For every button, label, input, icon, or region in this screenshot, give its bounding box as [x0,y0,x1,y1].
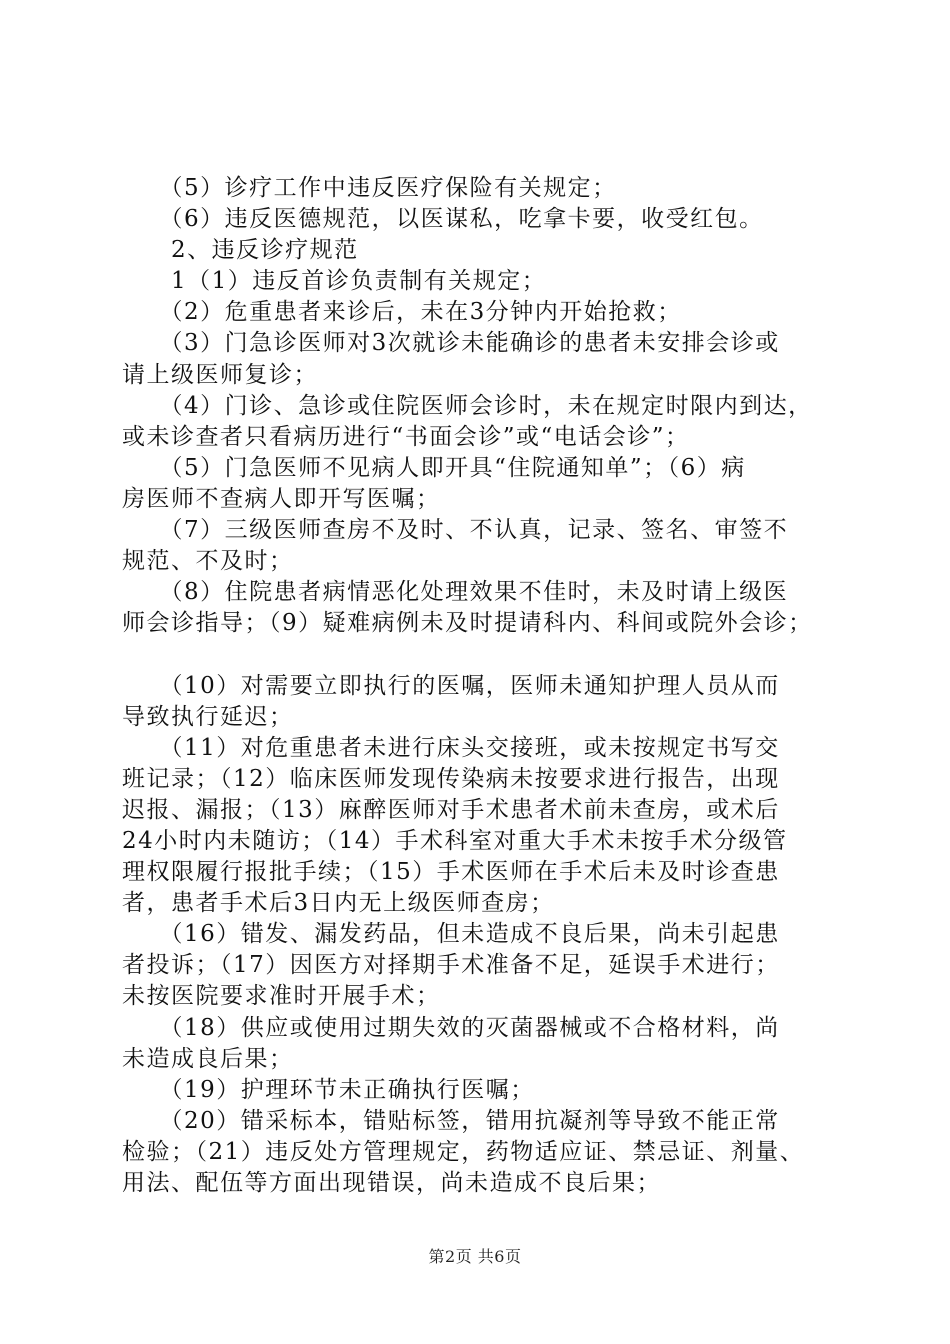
text-line: （4）门诊、急诊或住院医师会诊时，未在规定时限内到达， [122,392,813,419]
text-line: 班记录；（12）临床医师发现传染病未按要求进行报告，出现 [122,765,780,792]
paragraph-gap [122,639,837,670]
text-line: （5）诊疗工作中违反医疗保险有关规定； [122,175,617,201]
text-line: 房医师不查病人即开写医嘱； [122,485,441,512]
text-line: 者，患者手术后3日内无上级医师查房； [122,890,555,917]
text-line: （8）住院患者病情恶化处理效果不佳时，未及时请上级医 [122,579,789,606]
text-line: 理权限履行报批手续；（15）手术医师在手术后未及时诊查患 [122,859,780,886]
text-line: （7）三级医师查房不及时、不认真，记录、签名、审签不 [122,517,789,544]
text-line: （19）护理环节未正确执行医嘱； [122,1076,535,1103]
text-line: 者投诉；（17）因医方对择期手术准备不足，延误手术进行； [122,952,780,979]
text-line: 或未诊查者只看病历进行“书面会诊”或“电话会诊”； [122,423,690,450]
text-line: （20）错采标本，错贴标签，错用抗凝剂等导致不能正常 [122,1107,780,1134]
text-line: 请上级医师复诊； [122,361,318,388]
text-line: 未造成良后果； [122,1045,294,1072]
page-number-footer: 第2页 共6页 [428,1247,522,1266]
text-line: 检验；（21）违反处方管理规定，药物适应证、禁忌证、剂量、 [122,1138,805,1165]
text-line: 用法、配伍等方面出现错误，尚未造成不良后果； [122,1170,661,1196]
text-line: 规范、不及时； [122,548,294,575]
text-line: （5）门急医师不见病人即开具“住院通知单”；（6）病 [122,454,746,481]
text-line: （18）供应或使用过期失效的灭菌器械或不合格材料，尚 [122,1014,780,1041]
text-line: 导致执行延迟； [122,703,294,730]
document-body [122,173,837,1199]
text-line: 2、违反诊疗规范 [122,237,359,264]
text-line: 1（1）违反首诊负责制有关规定； [122,268,547,295]
text-line: （16）错发、漏发药品，但未造成不良后果，尚未引起患 [122,921,780,948]
text-line: 师会诊指导；（9）疑难病例未及时提请科内、科间或院外会诊； [122,610,813,637]
text-line: （6）违反医德规范，以医谋私，吃拿卡要，收受红包。 [122,206,764,233]
text-line: 24小时内未随访；（14）手术科室对重大手术未按手术分级管 [122,827,788,854]
text-line: （10）对需要立即执行的医嘱，医师未通知护理人员从而 [122,672,780,699]
text-line: 迟报、漏报；（13）麻醉医师对手术患者术前未查房，或术后 [122,796,780,823]
text-line: 未按医院要求准时开展手术； [122,983,441,1010]
text-line: （11）对危重患者未进行床头交接班，或未按规定书写交 [122,734,780,761]
text-line: （2）危重患者来诊后，未在3分钟内开始抢救； [122,299,682,326]
text-line: （3）门急诊医师对3次就诊未能确诊的患者未安排会诊或 [122,330,780,357]
